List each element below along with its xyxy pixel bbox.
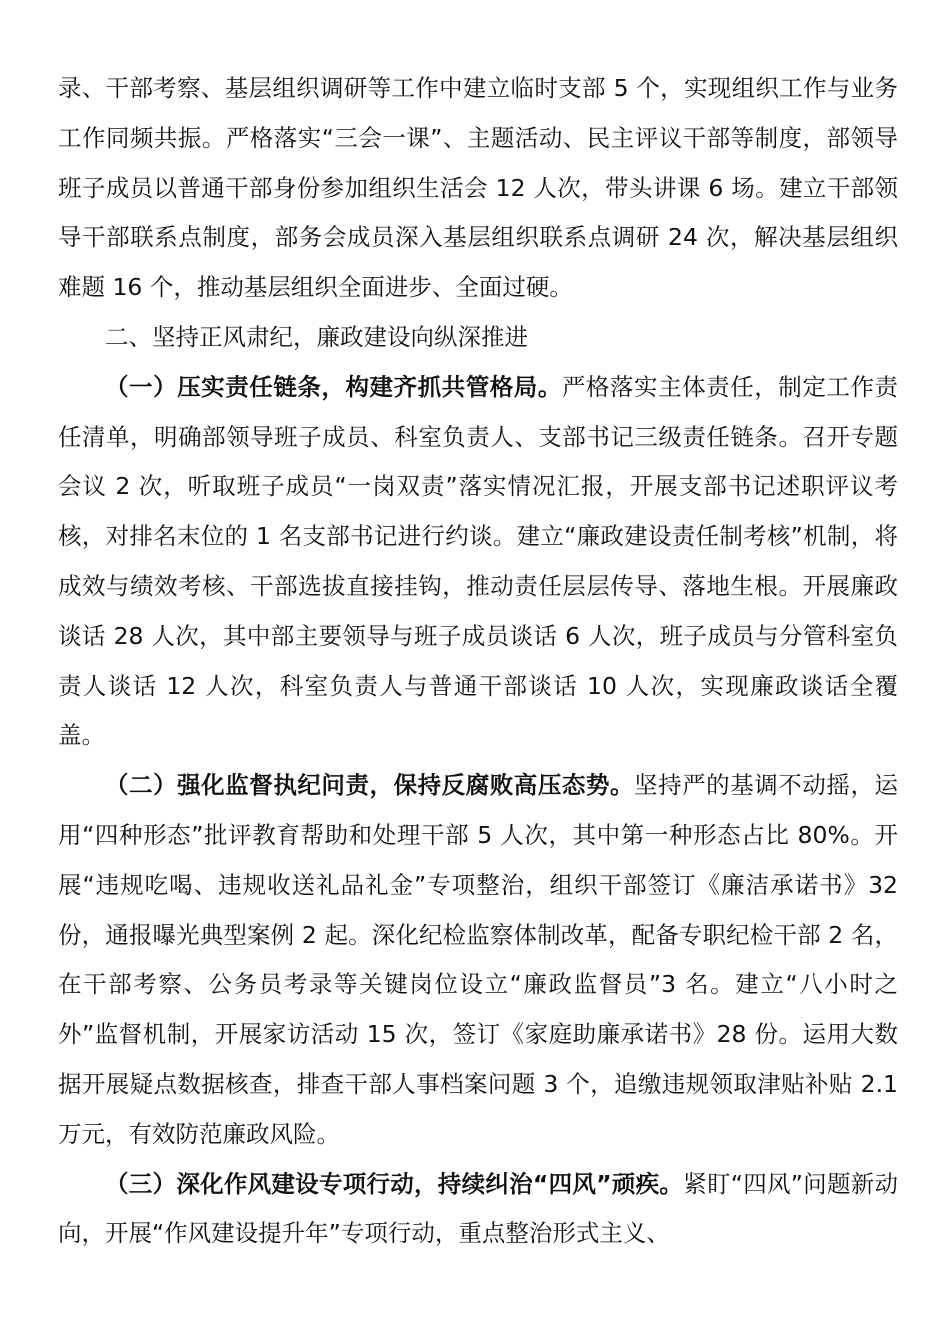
subsection-3-paragraph	[58, 1160, 898, 1260]
subsection-3-body: 紧盯“四风”问题新动向，开展“作风建设提升年”专项行动，重点整治形式主义、	[58, 1169, 899, 1248]
subsection-1-paragraph	[58, 363, 898, 761]
subsection-3-heading: （三）深化作风建设专项行动，持续纠治“四风”顽疾。	[105, 1169, 684, 1198]
paragraph-continued: 录、干部考察、基层组织调研等工作中建立临时支部 5 个，实现组织工作与业务工作同频共振。严格落实“三会一课”、主题活动、民主评议干部等制度，部领导班子成员以普通干部身份参加组织生活会 12 人次，带头讲课 6 场。建立干部领导干部联系点制度，部务会成员深入基层组织联系点调研 24 次，解决基层组织难题 16 个，推动基层组织全面进步、全面过硬。	[58, 74, 898, 302]
subsection-1-body: 严格落实主体责任，制定工作责任清单，明确部领导班子成员、科室负责人、支部书记三级责任链条。召开专题会议 2 次，听取班子成员“一岗双责”落实情况汇报，开展支部书记述职评议考核，对排名末位的 1 名支部书记进行约谈。建立“廉政建设责任制考核”机制，将成效与绩效考核、干部选拔直接挂钩，推动责任层层传导、落地生根。开展廉政谈话 28 人次，其中部主要领导与班子成员谈话 6 人次，班子成员与分管科室负责人谈话 12 人次，科室负责人与普通干部谈话 10 人次，实现廉政谈话全覆盖。	[58, 372, 898, 750]
subsection-2-paragraph	[58, 761, 898, 1159]
document-page	[58, 64, 898, 1259]
subsection-1-heading: （一）压实责任链条，构建齐抓共管格局。	[105, 372, 562, 401]
subsection-2-body: 坚持严的基调不动摇，运用“四种形态”批评教育帮助和处理干部 5 人次，其中第一种形态占比 80%。开展“违规吃喝、违规收送礼品礼金”专项整治，组织干部签订《廉洁承诺书》32 份，通报曝光典型案例 2 起。深化纪检监察体制改革，配备专职纪检干部 2 名，在干部考察、公务员考录等关键岗位设立“廉政监督员”3 名。建立“八小时之外”监督机制，开展家访活动 15 次，签订《家庭助廉承诺书》28 份。运用大数据开展疑点数据核查，排查干部人事档案问题 3 个，追缴违规领取津贴补贴 2.1 万元，有效防范廉政风险。	[58, 771, 898, 1148]
subsection-2-heading: （二）强化监督执纪问责，保持反腐败高压态势。	[105, 771, 635, 800]
section-heading: 二、坚持正风肃纪，廉政建设向纵深推进	[105, 322, 528, 351]
